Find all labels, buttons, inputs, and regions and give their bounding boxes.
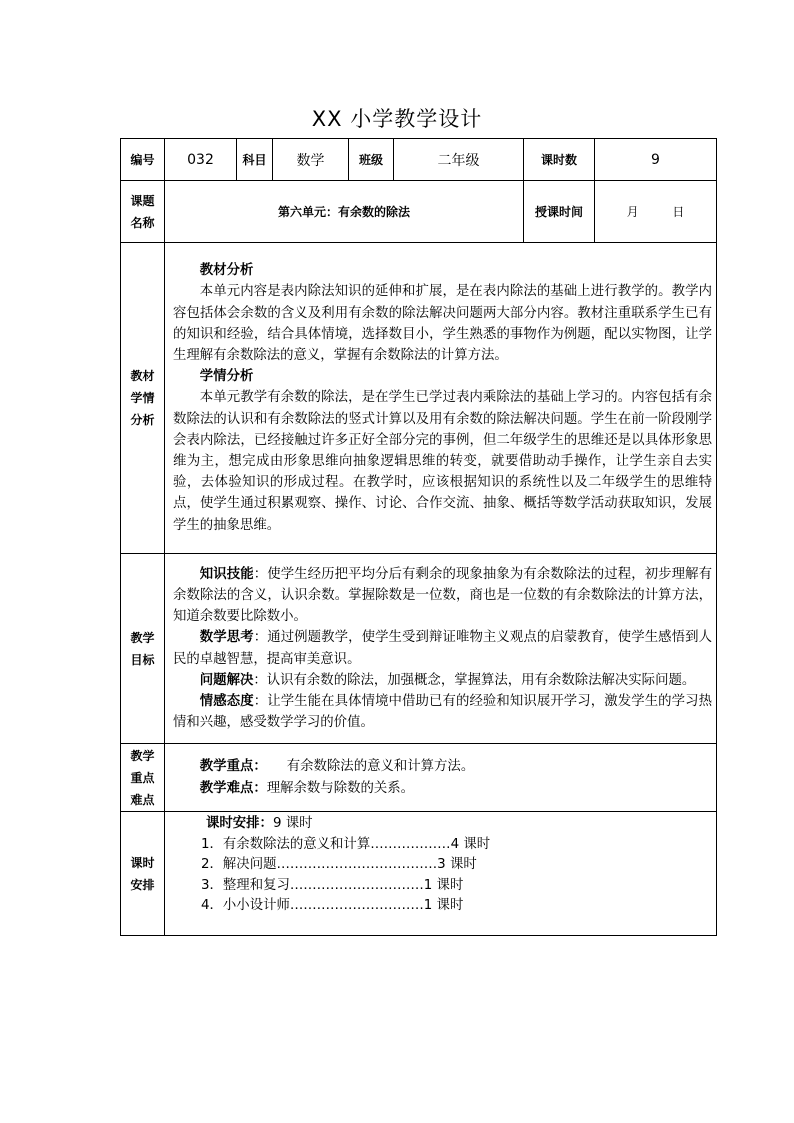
analysis-label-1: 教材 xyxy=(130,369,155,383)
objectives-content xyxy=(165,554,717,744)
objective-item: 知识技能：使学生经历把平均分后有剩余的现象抽象为有余数除法的过程，初步理解有余数除法的含义，认识余数。掌握除数是一位数，商也是一位数的有余数除法的计算方法，知道余数要比除数小。 xyxy=(173,566,713,625)
difficulty-key: 教学难点： xyxy=(199,780,267,796)
subject-value: 数学 xyxy=(273,139,349,181)
objective-key: 知识技能 xyxy=(199,566,254,582)
schedule-item xyxy=(201,876,712,897)
analysis-content xyxy=(165,243,717,554)
schedule-item xyxy=(201,896,712,917)
objective-item: 问题解决：认识有余数的除法，加强概念，掌握算法，用有余数除法解决实际问题。 xyxy=(199,672,696,688)
subject-label: 科目 xyxy=(237,139,273,181)
analysis-label-3: 分析 xyxy=(130,413,155,427)
keypoints-label-1: 教学 xyxy=(130,748,155,763)
schedule-item xyxy=(201,855,712,876)
keypoints-label xyxy=(121,744,165,812)
focus-text: 有余数除法的意义和计算方法。 xyxy=(286,759,475,775)
date-day: 日 xyxy=(672,204,685,219)
class-value: 二年级 xyxy=(394,139,524,181)
objective-text: 让学生能在具体情境中借助已有的经验和知识展开学习，激发学生的学习热情和兴趣，感受数学学习的价值。 xyxy=(173,693,713,731)
schedule-item-index: 3． xyxy=(201,877,223,893)
schedule-item-index: 1． xyxy=(201,836,223,852)
keypoints-label-2: 重点 xyxy=(130,770,155,785)
keypoints-content xyxy=(165,744,717,812)
page-title: XX 小学教学设计 xyxy=(311,107,483,131)
focus-line xyxy=(173,756,712,777)
material-heading: 教材分析 xyxy=(199,263,254,279)
schedule-item-dots: ………………………… xyxy=(289,877,424,893)
schedule-label-1: 课时 xyxy=(130,855,155,870)
student-heading: 学情分析 xyxy=(199,369,254,385)
date-label: 授课时间 xyxy=(524,181,595,243)
analysis-row xyxy=(121,243,717,554)
objectives-label-2: 目标 xyxy=(130,652,155,667)
material-text: 本单元内容是表内除法知识的延伸和扩展，是在表内除法的基础上进行教学的。教学内容包括体会余数的含义及利用有余数的除法解决问题两大部分内容。教材注重联系学生已有的知识和经验，结合具体情境，选择数目小，学生熟悉的事物作为例题，配以实物图，让学生理解有余数除法的意义，掌握有余数除法的计算方法。 xyxy=(173,284,712,363)
schedule-item-index: 4． xyxy=(201,898,223,914)
topic-label-line1: 课题 xyxy=(130,193,155,208)
schedule-heading xyxy=(201,814,712,835)
date-value xyxy=(595,181,717,243)
objective-text: 通过例题教学，使学生受到辩证唯物主义观点的启蒙教育，使学生感悟到人民的卓越智慧，提高审美意识。 xyxy=(173,630,713,667)
schedule-item-dots: ……………………………… xyxy=(276,857,438,873)
schedule-item-hours: 3 课时 xyxy=(437,857,477,873)
topic-value: 第六单元：有余数的除法 xyxy=(165,181,524,243)
objective-text: 认识有余数的除法，加强概念，掌握算法，用有余数除法解决实际问题。 xyxy=(266,672,696,688)
objective-text: 使学生经历把平均分后有剩余的现象抽象为有余数除法的过程，初步理解有余数除法的含义，认识余数。掌握除数是一位数，商也是一位数的有余数除法的计算方法，知道余数要比除数小。 xyxy=(173,566,713,625)
difficulty-text: 理解余数与除数的关系。 xyxy=(266,780,415,796)
number-value: 032 xyxy=(165,139,237,181)
analysis-label-2: 学情 xyxy=(130,391,155,405)
objectives-row xyxy=(121,554,717,744)
schedule-content xyxy=(165,812,717,936)
schedule-item xyxy=(201,835,712,856)
objectives-label-1: 教学 xyxy=(130,630,155,645)
keypoints-row xyxy=(121,744,717,812)
schedule-item-name: 小小设计师 xyxy=(222,898,290,914)
class-label: 班级 xyxy=(349,139,394,181)
hours-label: 课时数 xyxy=(524,139,595,181)
schedule-heading-value: 9 课时 xyxy=(272,816,313,831)
header-row xyxy=(121,139,717,181)
topic-label-line2: 名称 xyxy=(130,215,155,230)
focus-key: 教学重点： xyxy=(199,759,267,775)
difficulty-line xyxy=(173,778,712,799)
objective-item: 数学思考：通过例题教学，使学生受到辩证唯物主义观点的启蒙教育，使学生感悟到人民的卓越智慧，提高审美意识。 xyxy=(173,630,713,667)
objective-key: 情感态度 xyxy=(199,693,254,709)
schedule-row xyxy=(121,812,717,936)
hours-value: 9 xyxy=(595,139,717,181)
topic-label xyxy=(121,181,165,243)
objective-key: 数学思考 xyxy=(199,630,254,646)
schedule-label-2: 安排 xyxy=(130,877,155,892)
lesson-plan-table xyxy=(120,138,717,936)
schedule-item-dots: ………………………… xyxy=(289,898,424,914)
schedule-item-index: 2． xyxy=(201,857,223,873)
schedule-item-hours: 1 课时 xyxy=(423,898,464,914)
objective-key: 问题解决 xyxy=(199,672,254,688)
date-month: 月 xyxy=(626,204,639,219)
schedule-item-name: 解决问题 xyxy=(222,857,277,873)
objective-item: 情感态度：让学生能在具体情境中借助已有的经验和知识展开学习，激发学生的学习热情和兴趣，感受数学学习的价值。 xyxy=(173,693,713,731)
schedule-item-hours: 1 课时 xyxy=(423,877,464,893)
schedule-heading-key: 课时安排： xyxy=(206,816,273,831)
keypoints-label-3: 难点 xyxy=(130,792,155,807)
schedule-item-name: 整理和复习 xyxy=(222,877,290,893)
schedule-item-dots: ……………… xyxy=(370,836,451,852)
schedule-item-name: 有余数除法的意义和计算 xyxy=(222,836,371,852)
number-label: 编号 xyxy=(121,139,165,181)
student-text: 本单元教学有余数的除法，是在学生已学过表内乘除法的基础上学习的。内容包括有余数除法的认识和有余数除法的竖式计算以及用有余数的除法解决问题。学生在前一阶段刚学会表内除法，已经接触过许多正好全部分完的事例，但二年级学生的思维还是以具体形象思维为主，想完成由形象思维向抽象逻辑思维的转变，就要借助动手操作，让学生亲自去实验，去体验知识的形成过程。在教学时，应该根据知识的系统性以及二年级学生的思维特点，使学生通过积累观察、操作、讨论、合作交流、抽象、概括等数学活动获取知识，发展学生的抽象思维。 xyxy=(173,390,712,533)
analysis-label xyxy=(121,243,165,554)
topic-row xyxy=(121,181,717,243)
schedule-item-hours: 4 课时 xyxy=(450,836,491,852)
schedule-label xyxy=(121,812,165,936)
objectives-label xyxy=(121,554,165,744)
